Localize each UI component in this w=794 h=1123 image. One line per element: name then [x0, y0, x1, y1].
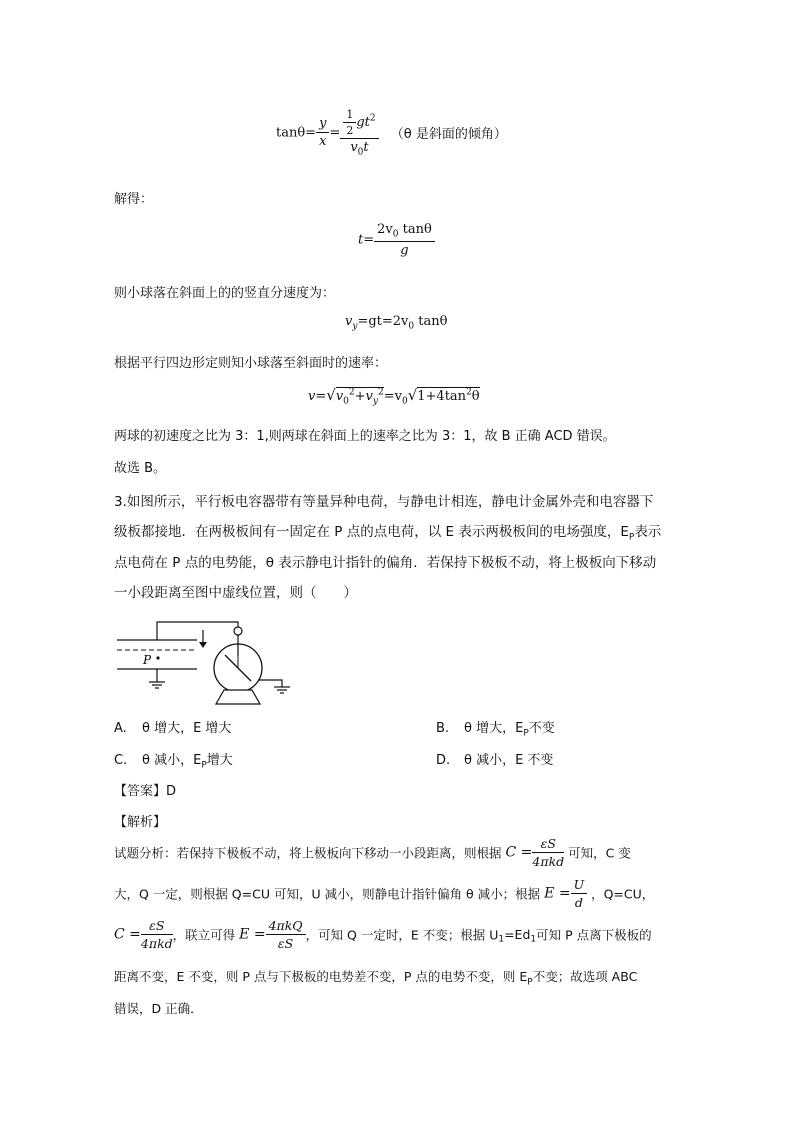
- analysis-line-4: 距离不变，E 不变，则 P 点与下极板的电势差不变，P 点的电势不变，则 $E_P$不变；故选项 ABC: [114, 969, 638, 988]
- analysis-line-2: 大，Q 一定，则根据 Q=CU 可知，U 减小，则静电计指针偏角 θ 减小；根据 E = $\frac{U}{d}$ ，Q=CU，: [114, 877, 655, 910]
- rate-label: 根据平行四边形定则知小球落至斜面时的速率：: [114, 356, 388, 371]
- answer: 【答案】D: [114, 784, 177, 799]
- solve-label: 解得：: [114, 192, 154, 207]
- question-line-1: 3.如图所示，平行板电容器带有等量异种电荷，与静电计相连，静电计金属外壳和电容器下: [114, 494, 654, 510]
- formula1-note: （θ 是斜面的倾角）: [390, 127, 507, 143]
- formula-tan-theta: tanθ= $\frac{y}{x}$ = $\frac{1}{2}$ $gt^2$ $v_0t$ （θ 是斜面的倾角）: [276, 108, 507, 158]
- p-label: P: [143, 653, 152, 667]
- option-c: C. θ 减小，$E_P$增大: [114, 753, 233, 771]
- vertical-velocity-label: 则小球落在斜面上的的竖直分速度为：: [114, 286, 336, 301]
- question-line-4: 一小段距离至图中虚线位置，则（ ）: [114, 585, 357, 601]
- analysis-title: 【解析】: [114, 815, 167, 830]
- electrometer-knob: [234, 627, 242, 635]
- analysis-line-3: C = $\frac{\varepsilon S}{\text{4πkd}}$ ，联立可得 E = $\frac{\text{4πkQ}}{\varepsilon S}$ ，可知 Q 一定时，E 不变；根据 $U_1=Ed_1$可知 P 点离下极板的: [114, 918, 652, 951]
- analysis-line-1: 试题分析：若保持下极板不动，将上极板向下移动一小段距离，则根据 C = $\frac{\varepsilon S}{\text{4πkd}}$ 可知，C 变: [114, 836, 631, 869]
- fraction-half-gt2-over-v0t: $\frac{1}{2}$ $gt^2$ $v_0t$: [340, 108, 378, 158]
- option-b: B. θ 增大，$E_P$不变: [436, 721, 555, 739]
- option-d: D. θ 减小，E 不变: [436, 753, 554, 768]
- ratio-line: 两球的初速度之比为 3：1,则两球在斜面上的速率之比为 3：1，故 B 正确 ACD 错误。: [114, 429, 616, 444]
- formula-t: t= $\frac{2v_0 \tan\theta}{g}$: [358, 222, 435, 258]
- fraction-y-over-x: $\frac{y}{x}$: [316, 116, 329, 149]
- formula1-lhs: tanθ=: [276, 125, 317, 141]
- analysis-line-5: 错误，D 正确．: [114, 1001, 203, 1016]
- choose-b: 故选 B。: [114, 461, 167, 476]
- formula-v: $v=√v_0^2+v_y^2=v_0√1+4\tan^2\theta$: [308, 386, 480, 407]
- connecting-wire: [157, 622, 238, 640]
- question-line-3: 点电荷在 P 点的电势能，θ 表示静电计指针的偏角．若保持下极板不动，将上极板向下移动: [114, 555, 657, 571]
- option-a: A. θ 增大，E 增大: [114, 721, 232, 736]
- formula-vy: $v_y=gt=2v_0$ tanθ: [345, 314, 448, 332]
- electrometer-stand: [216, 690, 260, 704]
- capacitor-electrometer-diagram: [112, 608, 302, 706]
- question-line-2: 级板都接地．在两极板间有一固定在 P 点的点电荷，以 E 表示两极板间的电场强度，$E_P$表示: [114, 524, 662, 543]
- p-point: [156, 656, 159, 659]
